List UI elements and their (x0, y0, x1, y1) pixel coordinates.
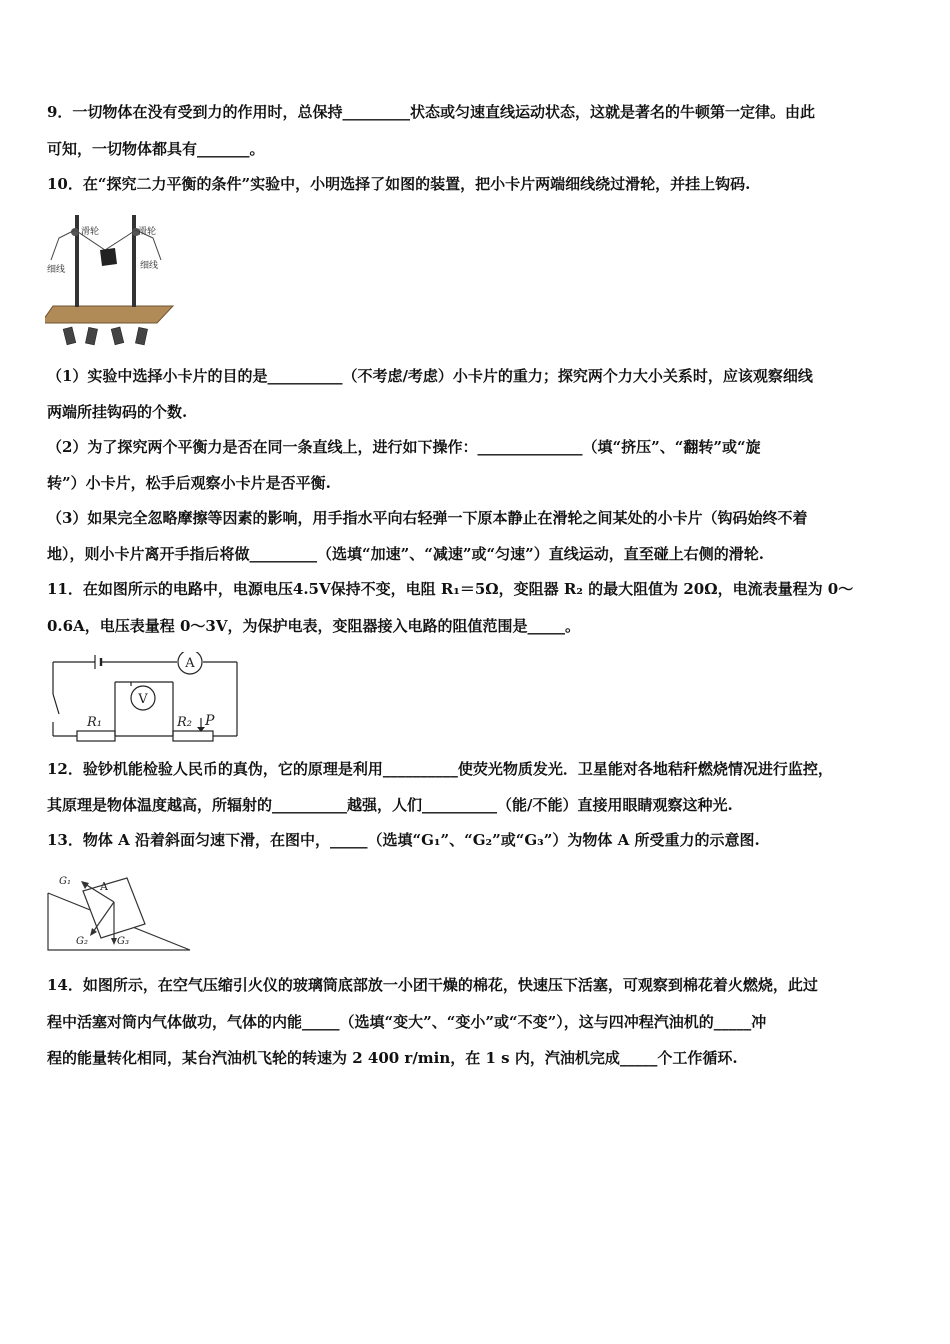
q10-figure-apparatus (45, 210, 185, 350)
q11-line-1: 11．在如图所示的电路中，电源电压4.5V保持不变，电阻 R₁＝5Ω，变阻器 R₂ 的最大阻值为 20Ω，电流表量程为 0～ (47, 580, 854, 598)
q9-line-1: 9．一切物体在没有受到力的作用时，总保持_________状态或匀速直线运动状态，这就是著名的牛顿第一定律。由此 (47, 103, 815, 121)
q11-line-2: 0.6A，电压表量程 0～3V，为保护电表，变阻器接入电路的阻值范围是_____。 (47, 617, 580, 635)
q10-part3-line-2: 地），则小卡片离开手指后将做_________（选填“加速”、“减速”或“匀速”）直线运动，直至碰上右侧的滑轮. (47, 545, 764, 563)
q10-part3-line-1: （3）如果完全忽略摩擦等因素的影响，用手指水平向右轻弹一下原本静止在滑轮之间某处的小卡片（钩码始终不着 (47, 509, 808, 527)
label-thread-right: 细线 (140, 261, 159, 271)
q12-line-1: 12．验钞机能检验人民币的真伪，它的原理是利用__________使荧光物质发光．卫星能对各地秸秆燃烧情况进行监控， (47, 760, 833, 778)
q14-line-2: 程中活塞对筒内气体做功，气体的内能_____（选填“变大”、“变小”或“不变”），这与四冲程汽油机的_____冲 (47, 1013, 767, 1031)
ammeter-label: A (185, 656, 195, 671)
weights-icon (63, 327, 147, 345)
voltmeter-label: V (138, 692, 148, 707)
q11-figure-circuit (45, 652, 250, 752)
q13-line-1: 13．物体 A 沿着斜面匀速下滑，在图中，_____（选填“G₁”、“G₂”或“G₃”）为物体 A 所受重力的示意图. (47, 831, 760, 849)
r2-label: R₂ (177, 715, 192, 730)
small-card (100, 248, 117, 266)
q9-line-2: 可知，一切物体都具有_______。 (47, 140, 265, 158)
q13-figure-incline (45, 868, 205, 958)
block-a-label: A (100, 880, 108, 893)
q12-line-2: 其原理是物体温度越高，所辐射的__________越强，人们__________（能/不能）直接用眼睛观察这种光. (47, 796, 733, 814)
q10-part2-line-1: （2）为了探究两个平衡力是否在同一条直线上，进行如下操作：______________（填“挤压”、“翻转”或“旋 (47, 438, 761, 456)
q10-part2-line-2: 转”）小卡片，松手后观察小卡片是否平衡. (47, 474, 331, 492)
g2-label: G₂ (76, 936, 88, 947)
label-pulley-left: 滑轮 (81, 227, 100, 237)
q14-line-3: 程的能量转化相同，某台汽油机飞轮的转速为 2 400 r/min，在 1 s 内，汽油机完成_____个工作循环. (47, 1049, 738, 1067)
q10-part1-line-2: 两端所挂钩码的个数. (47, 403, 188, 421)
slider-label: P (205, 713, 215, 729)
r1-label: R₁ (87, 715, 102, 730)
g3-label: G₃ (117, 936, 129, 947)
q10-intro: 10．在“探究二力平衡的条件”实验中，小明选择了如图的装置，把小卡片两端细线绕过滑轮，并挂上钩码. (47, 175, 751, 193)
q10-part1-line-1: （1）实验中选择小卡片的目的是__________（不考虑/考虑）小卡片的重力；探究两个力大小关系时，应该观察细线 (47, 367, 813, 385)
q14-line-1: 14．如图所示，在空气压缩引火仪的玻璃筒底部放一小团干燥的棉花，快速压下活塞，可观察到棉花着火燃烧，此过 (47, 976, 818, 994)
label-pulley-right: 滑轮 (138, 227, 157, 237)
g1-label: G₁ (59, 876, 71, 887)
label-thread-left: 细线 (47, 265, 66, 275)
